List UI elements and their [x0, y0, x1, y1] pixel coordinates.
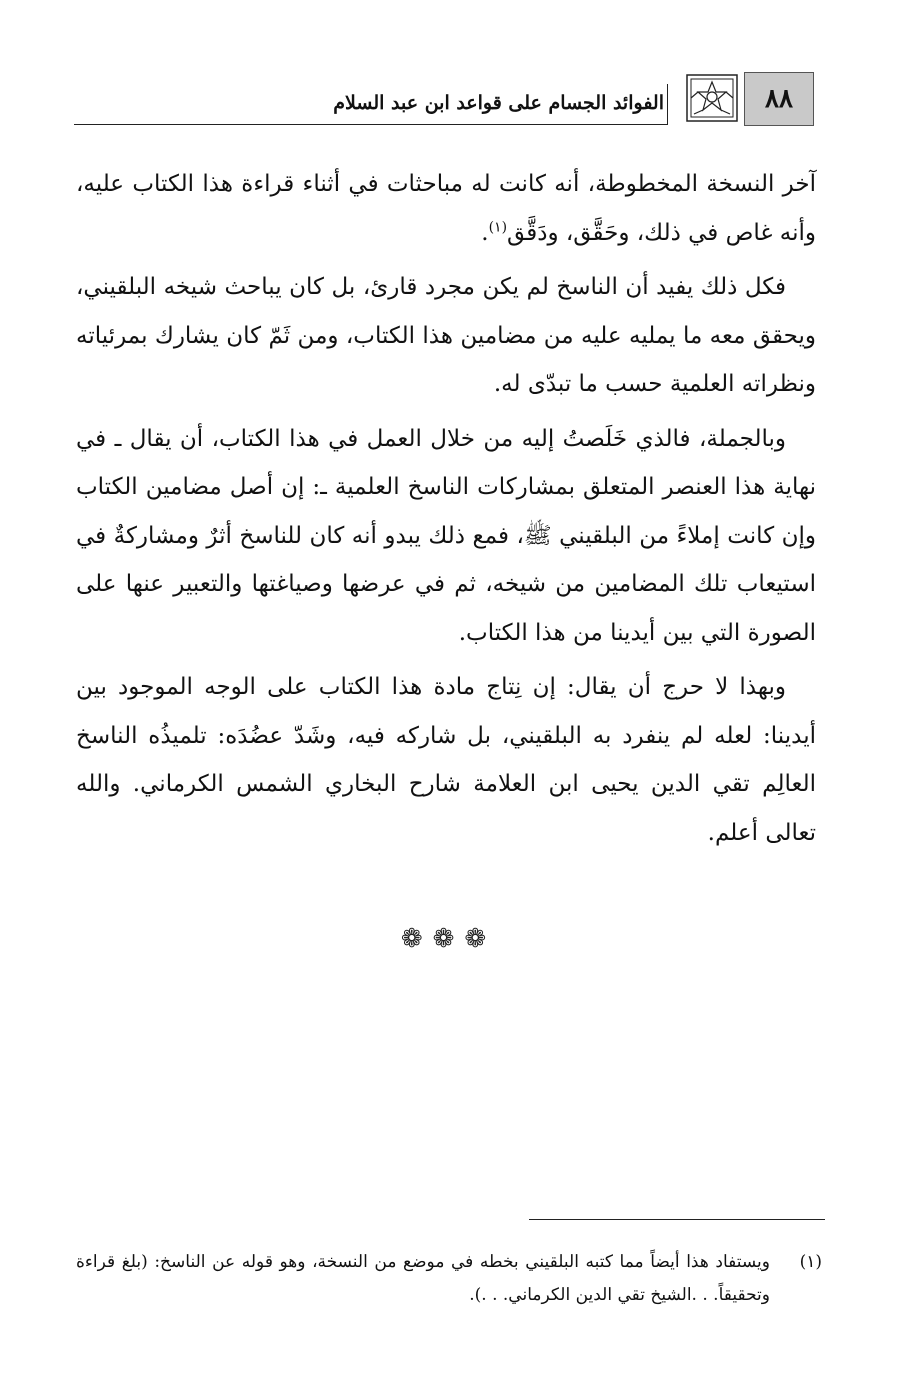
footnote-number: (١) — [799, 1252, 822, 1272]
paragraph-2: فكل ذلك يفيد أن الناسخ لم يكن مجرد قارئ، بل كان يباحث شيخه البلقيني، ويحقق معه ما يمليه عليه من مضامين هذا الكتاب، ومن ثَمّ كان يشارك بمرئياته ونظراته العلمية حسب ما تبدّى له. — [76, 274, 816, 397]
running-header — [74, 72, 814, 130]
header-vertical-rule — [667, 84, 668, 125]
footnote-item — [76, 1246, 822, 1312]
footnote-text: ويستفاد هذا أيضاً مما كتبه البلقيني بخطه في موضع من النسخة، وهو قوله عن الناسخ: (بلغ قراءة وتحقيقاً. . .الشيخ تقي الدين الكرماني. . .). — [76, 1252, 770, 1305]
geometric-star-ornament-icon — [686, 74, 738, 122]
header-rule — [74, 124, 668, 125]
section-divider-ornament: ❁❁❁ — [400, 924, 497, 954]
paragraph-1-text: آخر النسخة المخطوطة، أنه كانت له مباحثات في أثناء قراءة هذا الكتاب عليه، وأنه غاص في ذلك، وحَقَّق، ودَقَّق — [76, 171, 816, 246]
paragraph-1-end: . — [481, 219, 489, 246]
main-text — [76, 160, 816, 863]
footnote-reference: (١) — [488, 218, 508, 235]
page-number: ٨٨ — [744, 72, 814, 126]
paragraph-4: وبهذا لا حرج أن يقال: إن نِتاج مادة هذا الكتاب على الوجه الموجود بين أيدينا: لعله لم ينفرد به البلقيني، بل شاركه فيه، وشَدّ عضُدَه: تلميذُه الناسخ العالِم تقي الدين يحيى ابن العلامة شارح البخاري الشمس الكرماني. والله تعالى أعلم. — [76, 674, 816, 846]
footnotes — [76, 1246, 822, 1312]
paragraph-1 — [76, 160, 816, 257]
header-title: الفوائد الجسام على قواعد ابن عبد السلام — [333, 92, 664, 114]
footnote-separator — [529, 1219, 825, 1220]
paragraph-3: وبالجملة، فالذي خَلَصتُ إليه من خلال العمل في هذا الكتاب، أن يقال ـ في نهاية هذا العنصر المتعلق بمشاركات الناسخ العلمية ـ: إن أصل مضامين الكتاب وإن كانت إملاءً من البلقيني ﷺ، فمع ذلك يبدو أنه كان للناسخ أثرٌ ومشاركةٌ في استيعاب تلك المضامين من شيخه، ثم في عرضها وصياغتها والتعبير عنها على الصورة التي بين أيدينا من هذا الكتاب. — [76, 425, 816, 646]
